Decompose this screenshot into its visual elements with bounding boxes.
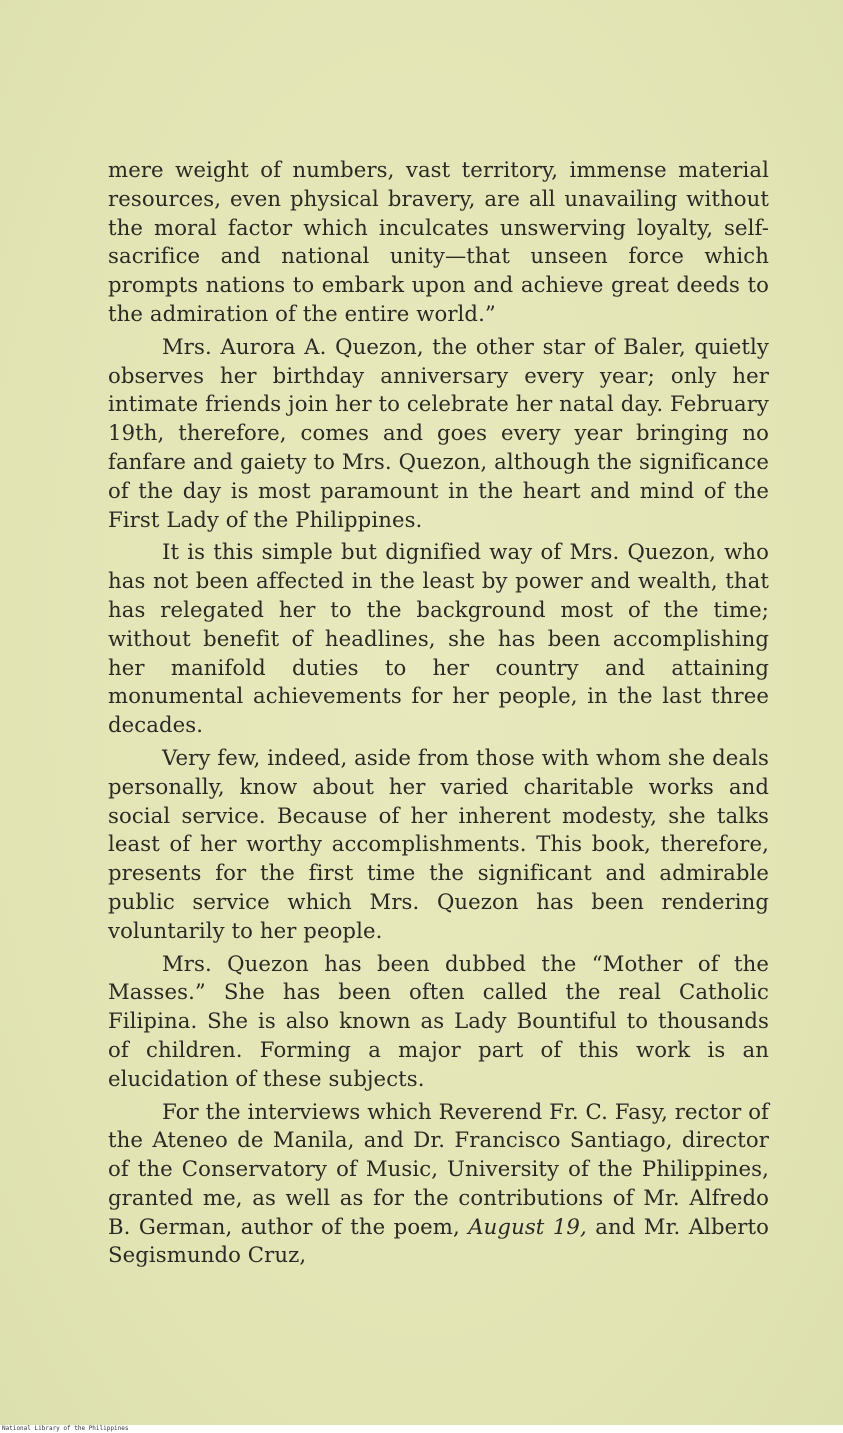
library-credit: National Library of the Philippines: [2, 1425, 129, 1432]
body-text: [108, 156, 769, 1270]
paragraph-3: It is this simple but dignified way of Mrs. Quezon, who has not been affected in the least by power and wealth, that has relegated her to the background most of the time; without benefit of headlines, she has been accomplishing her manifold duties to her country and attaining monumental achievements for her people, in the last three decades.: [108, 539, 769, 738]
poem-title-italic: August 19,: [468, 1213, 587, 1239]
paragraph-6: [108, 1098, 769, 1271]
paragraph-2: Mrs. Aurora A. Quezon, the other star of Baler, quietly observes her birthday anniversary every year; only her intimate friends join her to celebrate her natal day. February 19th, therefore, comes and goes every year bringing no fanfare and gaiety to Mrs. Quezon, although the significance of the day is most paramount in the heart and mind of the First Lady of the Philippines.: [108, 333, 769, 532]
paragraph-1: mere weight of numbers, vast territory, immense material resources, even physical bravery, are all unavailing without the moral factor which inculcates unswerving loyalty, self-sacrifice and national unity—that unseen force which prompts nations to embark upon and achieve great deeds to the admiration of the entire world.”: [108, 157, 769, 326]
paragraph-5: Mrs. Quezon has been dubbed the “Mother of the Masses.” She has been often called the real Catholic Filipina. She is also known as Lady Bountiful to thousands of children. Forming a major part of this work is an elucidation of these subjects.: [108, 950, 769, 1091]
paragraph-6-text-after: and Mr. Alberto Segismundo Cruz,: [108, 1213, 769, 1268]
paragraph-4: Very few, indeed, aside from those with whom she deals personally, know about her varied charitable works and social service. Because of her inherent modesty, she talks least of her worthy accomplishments. This book, therefore, presents for the first time the significant and admirable public service which Mrs. Quezon has been rendering voluntarily to her people.: [108, 744, 769, 943]
paragraph-6-text-before: For the interviews which Reverend Fr. C. Fasy, rector of the Ateneo de Manila, and Dr. Francisco Santiago, director of the Conservatory of Music, University of the Philippines, granted me, as well as for the contributions of Mr. Alfredo B. German, author of the poem,: [108, 1098, 769, 1239]
